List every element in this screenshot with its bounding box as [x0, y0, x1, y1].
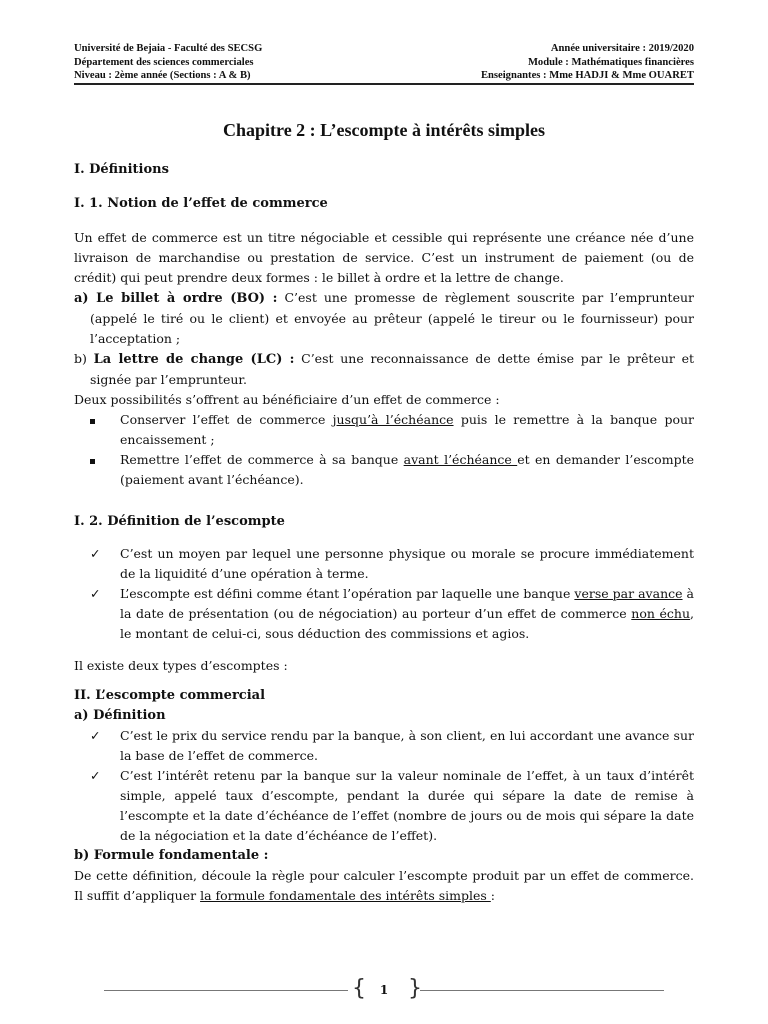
- text-lettre-change: C’est une reconnaissance de dette émise par le prêteur et signée par l’emprunteur.: [90, 351, 695, 387]
- header-teachers: Enseignantes : Mme HADJI & Mme OUARET: [480, 70, 694, 81]
- label-lettre-change: La lettre de change (LC) :: [93, 352, 295, 367]
- check-list-escompte: [74, 544, 694, 644]
- list-item: [74, 410, 694, 450]
- page-number: 1: [379, 983, 389, 997]
- list-item: [74, 766, 694, 846]
- footer-rule-left: [104, 990, 348, 991]
- square-bullet-icon: [90, 459, 95, 464]
- right-brace-icon: }: [408, 976, 422, 1001]
- subsection-escompte-heading: I. 2. Définition de l’escompte: [74, 514, 285, 529]
- paragraph-possibilites: Deux possibilités s’offrent au bénéficiaire d’un effet de commerce :: [74, 392, 500, 407]
- list-item: [74, 584, 694, 644]
- header-level: Niveau : 2ème année (Sections : A & B): [74, 70, 251, 81]
- checkmark-icon: ✓: [90, 768, 101, 783]
- section-escompte-commercial-heading: II. L’escompte commercial: [74, 688, 266, 703]
- checkmark-icon: ✓: [90, 728, 101, 743]
- check-list-commercial: [74, 726, 694, 846]
- header-module: Module : Mathématiques financières: [527, 56, 694, 68]
- header-department: Département des sciences commerciales: [74, 56, 254, 68]
- page-header: [74, 42, 694, 83]
- paragraph-types-escompte: Il existe deux types d’escomptes :: [74, 658, 288, 673]
- check-text: , le montant de celui-ci, sous déduction des commissions et agios.: [120, 606, 694, 641]
- bullet-text: Conserver l’effet de commerce: [120, 412, 333, 427]
- check-text: C’est le prix du service rendu par la banque, à son client, en lui accordant une avance sur la base de l’effet de commerce.: [120, 728, 694, 763]
- prefix-lettre-change: b): [74, 351, 94, 366]
- paragraph-effet-definition: Un effet de commerce est un titre négociable et cessible qui représente une créance née d’une livraison de marchandise ou prestation de service. C’est un instrument de paiement (ou de crédit) qui peut prendre deux formes : le billet à ordre et la lettre de change.: [74, 230, 694, 285]
- square-bullet-icon: [90, 419, 95, 424]
- header-year: Année universitaire : 2019/2020: [550, 43, 694, 54]
- underlined-text: verse par avance: [574, 586, 683, 601]
- chapter-title: Chapitre 2 : L’escompte à intérêts simples: [223, 120, 545, 140]
- bullet-text: Remettre l’effet de commerce à sa banque: [120, 452, 404, 467]
- footer-rule-right: [420, 990, 664, 991]
- bullet-text: puis le remettre à la banque pour encaissement ;: [120, 412, 694, 447]
- left-brace-icon: {: [352, 976, 366, 1001]
- document-body: [74, 160, 694, 906]
- list-item: [74, 726, 694, 766]
- paragraph-text: :: [490, 888, 496, 903]
- underlined-text: la formule fondamentale des intérêts simples: [200, 888, 491, 903]
- check-text: L’escompte est défini comme étant l’opération par laquelle une banque: [120, 586, 575, 601]
- subsection-definition-heading: a) Définition: [74, 708, 166, 723]
- underlined-text: avant l’échéance: [403, 452, 518, 467]
- header-rule: [74, 83, 694, 85]
- text-billet-ordre: C’est une promesse de règlement souscrite par l’emprunteur (appelé le tiré ou le client) et envoyée au prêteur (appelé le tireur ou le fournisseur) pour l’acceptation ;: [90, 290, 694, 346]
- section-definitions-heading: I. Définitions: [74, 162, 169, 177]
- list-item: [74, 450, 694, 490]
- paragraph-billet-ordre: [74, 288, 694, 349]
- paragraph-formule: [74, 866, 694, 906]
- check-text: C’est l’intérêt retenu par la banque sur la valeur nominale de l’effet, à un taux d’intérêt simple, appelé taux d’escompte, pendant la durée qui sépare la date de remise à l’escompte et la date d’échéance de l’effet (nombre de jours ou de mois qui sépare la date de la négociation et la date d’échéance de l’effet).: [120, 768, 694, 843]
- paragraph-text: De cette définition, découle la règle pour calculer l’escompte produit par un effet de commerce. Il suffit d’appliquer: [74, 868, 694, 903]
- check-text: C’est un moyen par lequel une personne physique ou morale se procure immédiatement de la liquidité d’une opération à terme.: [120, 546, 694, 581]
- subsection-effet-heading: I. 1. Notion de l’effet de commerce: [74, 196, 328, 211]
- bullet-text: et en demander l’escompte (paiement avant l’échéance).: [120, 452, 694, 487]
- checkmark-icon: ✓: [90, 586, 101, 601]
- page-footer: [104, 976, 664, 1006]
- underlined-text: non échu: [631, 606, 691, 621]
- check-text: à la date de présentation (ou de négociation) au porteur d’un effet de commerce: [120, 586, 695, 621]
- paragraph-lettre-change: [74, 349, 694, 390]
- list-item: [74, 544, 694, 584]
- checkmark-icon: ✓: [90, 546, 101, 561]
- bullet-list-possibilites: [74, 410, 694, 490]
- label-billet-ordre: a) Le billet à ordre (BO) :: [74, 291, 278, 306]
- header-university: Université de Bejaia - Faculté des SECSG: [74, 43, 263, 54]
- subsection-formule-heading: b) Formule fondamentale :: [74, 848, 269, 863]
- underlined-text: jusqu’à l’échéance: [332, 412, 454, 427]
